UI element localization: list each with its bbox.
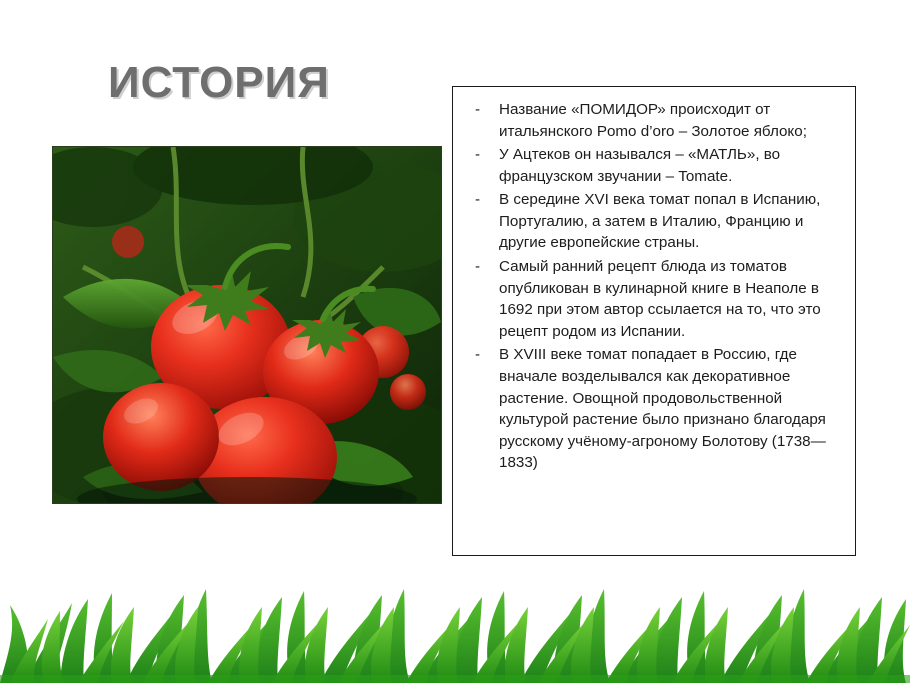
bullet-dash-icon: -: [475, 191, 481, 209]
list-item: [465, 189, 845, 254]
bullet-dash-icon: -: [475, 346, 481, 364]
page-title: ИСТОРИЯ: [108, 58, 330, 107]
list-item: [465, 256, 845, 342]
list-item-text: Название «ПОМИДОР» происходит от итальянского Pomo d’oro – Золотое яблоко;: [499, 101, 807, 140]
list-item-text: У Ацтеков он назывался – «МАТЛЬ», во французском звучании – Tomate.: [499, 146, 781, 185]
tomato-photo: [52, 146, 442, 504]
list-item: [465, 344, 845, 473]
list-item-text: В середине XVI века томат попал в Испанию, Португалию, а затем в Италию, Францию и другие европейские страны.: [499, 191, 821, 252]
grass-icon: [0, 563, 910, 683]
tomato-photo-graphic: [53, 147, 441, 503]
list-item-text: В XVIII веке томат попадает в Россию, где вначале возделывался как декоративное растение. Овощной продовольственной культурой растение было признано благодаря русскому учёному-агроному Болотову (1738—1833): [499, 346, 826, 472]
bullet-dash-icon: -: [475, 101, 481, 118]
list-item: [465, 144, 845, 187]
history-textbox: [452, 86, 856, 556]
bullet-dash-icon: -: [475, 258, 481, 276]
list-item: [465, 99, 845, 142]
history-bullet-list: [465, 99, 845, 474]
list-item-text: Самый ранний рецепт блюда из томатов опубликован в кулинарной книге в Неаполе в 1692 при этом автор ссылается на то, что это рецепт родом из Испании.: [499, 258, 821, 340]
bullet-dash-icon: -: [475, 146, 481, 164]
grass-decoration: [0, 563, 910, 683]
